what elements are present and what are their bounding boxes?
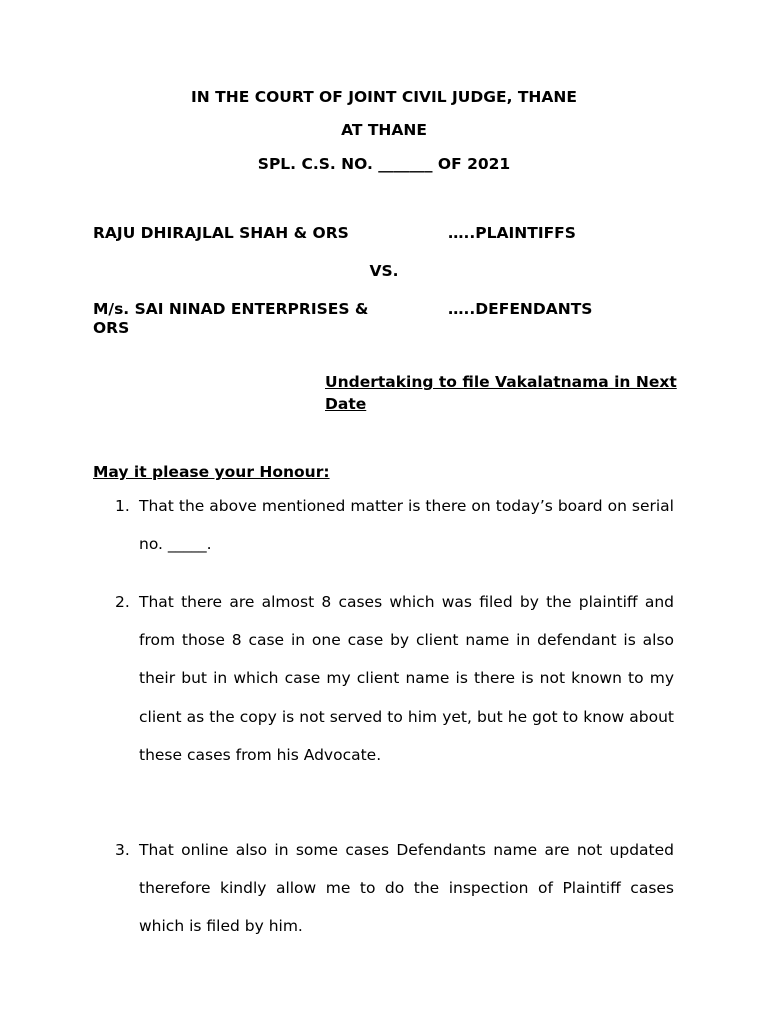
paragraph-item — [93, 831, 674, 946]
case-number: SPL. C.S. NO. _______ OF 2021 — [257, 155, 511, 173]
versus-label: VS. — [369, 262, 399, 280]
plaintiff-role: …..PLAINTIFFS — [448, 224, 576, 242]
paragraph-number: 3. — [115, 841, 130, 859]
paragraph-item — [93, 583, 674, 774]
paragraph-number: 1. — [115, 497, 130, 515]
court-heading: IN THE COURT OF JOINT CIVIL JUDGE, THANE — [191, 88, 577, 106]
document-subject: Undertaking to file Vakalatnama in Next Date — [325, 373, 677, 413]
paragraph-item — [93, 487, 674, 563]
defendant-role: …..DEFENDANTS — [448, 300, 593, 318]
defendant-name: M/s. SAI NINAD ENTERPRISES & ORS — [93, 300, 369, 337]
paragraph-text: That online also in some cases Defendants name are not updated therefore kindly allow me to do the inspection of Plaintiff cases which is filed by him. — [139, 841, 674, 936]
paragraph-text: That there are almost 8 cases which was filed by the plaintiff and from those 8 case in one case by client name in defendant is also their but in which case my client name is there is not known to my client as the copy is not served to him yet, but he got to know about these cases from his Advocate. — [139, 593, 674, 764]
court-place: AT THANE — [341, 121, 427, 139]
plaintiff-name: RAJU DHIRAJLAL SHAH & ORS — [93, 224, 349, 242]
paragraph-number: 2. — [115, 593, 130, 611]
salutation: May it please your Honour: — [93, 463, 330, 481]
paragraph-text: That the above mentioned matter is there on today’s board on serial no. _____. — [139, 497, 674, 554]
